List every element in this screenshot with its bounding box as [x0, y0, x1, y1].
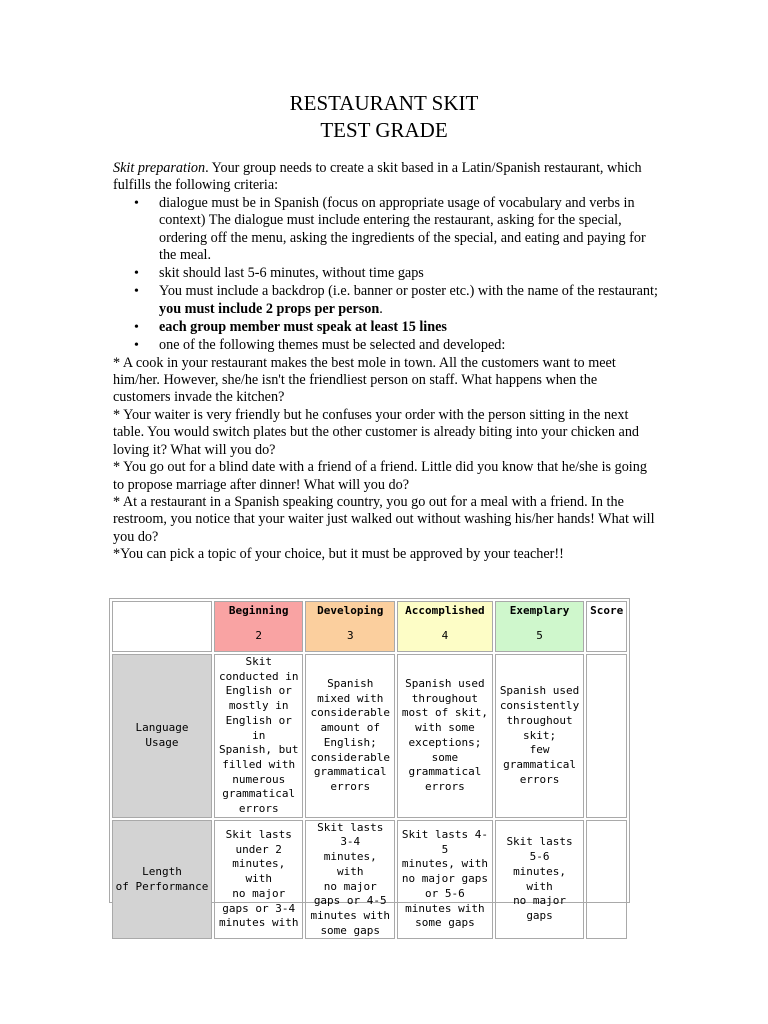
intro-rest: . Your group needs to create a skit based in a Latin/Spanish restaurant, which fulfills the following criteria: [113, 160, 642, 194]
header-accomplished [397, 601, 493, 652]
rubric-row-length-of-performance [112, 820, 627, 940]
header-beginning [214, 601, 304, 652]
criteria-item-bold: each group member must speak at least 15 lines [159, 319, 447, 336]
theme-item: * Your waiter is very friendly but he confuses your order with the person sitting in the next table. You would switch plates but the other customer is already biting into your chicken and loving it? What will you do? [113, 406, 640, 458]
header-label: Accomplished [405, 604, 485, 617]
cell-beginning [214, 820, 304, 940]
theme-item: *You can pick a topic of your choice, but it must be approved by your teacher!! [113, 546, 564, 563]
header-points: 2 [255, 628, 263, 642]
header-label: Developing [317, 604, 384, 617]
header-score [586, 601, 627, 652]
criteria-item [159, 283, 658, 318]
theme-item: * At a restaurant in a Spanish speaking country, you go out for a meal with a friend. In the restroom, you notice that your waiter just walked out without washing his/her hands! What will you do? [113, 493, 655, 545]
criteria-item-bold: you must include 2 props per person [159, 300, 380, 317]
header-label: Exemplary [509, 604, 570, 617]
criteria-item: • one of the following themes must be selected and developed: [159, 337, 658, 354]
category-label: Language Usage [135, 721, 189, 749]
header-label: Score [590, 604, 624, 617]
document-title [0, 90, 768, 144]
rubric-header-row [112, 601, 627, 652]
rubric-row-language-usage [112, 654, 627, 818]
cell-beginning [214, 654, 304, 818]
criteria-item-text: You must include a backdrop (i.e. banner or poster etc.) with the name of the restaurant; [159, 283, 658, 300]
header-exemplary [495, 601, 585, 652]
cell-developing [305, 654, 395, 818]
cell-text: Spanish used consistently throughout skit; few grammatical errors [499, 684, 580, 786]
theme-item: * A cook in your restaurant makes the best mole in town. All the customers want to meet him/her. However, she/he isn't the friendliest person on staff. What happens when the customers invade the kitchen? [113, 354, 616, 406]
intro-lead: Skit preparation [113, 160, 206, 176]
criteria-item: • dialogue must be in Spanish (focus on appropriate usage of vocabulary and verbs in context) The dialogue must include entering the restaurant, asking for the special, ordering off the menu, asking the ingredients of the special, and eating and paying for the meal. [159, 195, 658, 265]
cell-exemplary [495, 820, 585, 940]
rubric-table-frame [109, 598, 630, 937]
cell-text: Skit lasts 4-5 minutes, with no major gaps or 5-6 minutes with some gaps [401, 828, 488, 930]
category-label: Length of Performance [115, 864, 209, 893]
criteria-list [113, 195, 658, 355]
header-label: Beginning [228, 604, 289, 617]
header-developing [305, 601, 395, 652]
title-line-1: RESTAURANT SKIT [289, 91, 479, 115]
header-points: 4 [441, 628, 449, 642]
title-line-2: TEST GRADE [320, 118, 448, 142]
criteria-item [159, 319, 658, 336]
cell-score [586, 654, 627, 818]
category-cell [112, 820, 212, 940]
cell-text: Skit lasts 3-4 minutes, with no major gaps or 4-5 minutes with some gaps [310, 820, 390, 937]
header-points: 3 [346, 628, 354, 642]
cell-text: Skit lasts under 2 minutes, with no major gaps or 3-4 minutes with [218, 828, 299, 930]
cell-exemplary [495, 654, 585, 818]
rubric-corner-cell [112, 601, 212, 652]
cell-score [586, 820, 627, 940]
criteria-item-end: . [379, 300, 383, 317]
document-body [113, 160, 658, 564]
theme-item: * You go out for a blind date with a friend of a friend. Little did you know that he/she is going to propose marriage after dinner! What will you do? [113, 459, 647, 493]
cell-accomplished [397, 654, 493, 818]
cell-text: Spanish mixed with considerable amount of English; considerable grammatical errors [310, 677, 390, 793]
criteria-item: • skit should last 5-6 minutes, without time gaps [159, 265, 658, 282]
cell-accomplished [397, 820, 493, 940]
cell-text: Skit conducted in English or mostly in English or in Spanish, but filled with numerous grammatical errors [218, 655, 299, 816]
category-cell [112, 654, 212, 818]
cell-text: Spanish used throughout most of skit, with some exceptions; some grammatical errors [401, 677, 488, 793]
cell-developing [305, 820, 395, 940]
cell-text: Skit lasts 5-6 minutes, with no major gaps [506, 835, 573, 922]
intro-paragraph [113, 160, 658, 195]
rubric-table [110, 599, 629, 941]
header-points: 5 [536, 628, 543, 642]
